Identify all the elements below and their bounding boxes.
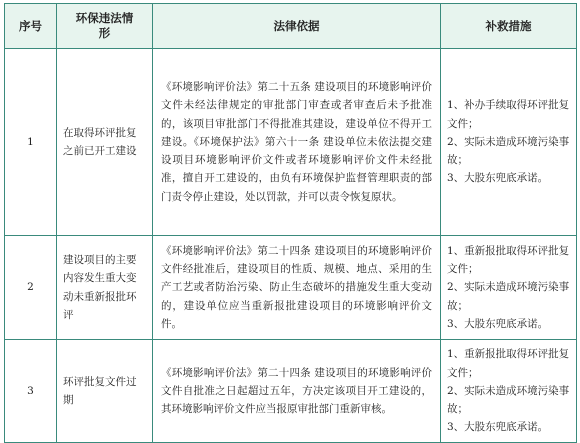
remedy-item: 3、大股东兜底承诺。 xyxy=(447,172,549,185)
remedy-item: 3、大股东兜底承诺。 xyxy=(447,421,549,434)
header-remedy: 补救措施 xyxy=(441,4,577,49)
table-header-row xyxy=(5,4,577,49)
header-index: 序号 xyxy=(5,4,57,49)
row-remedies xyxy=(441,340,577,443)
row-legal-basis: 《环境影响评价法》第二十四条 建设项目的环境影响评价文件自批准之日起超过五年，方决定该项目开工建设的，其环境影响评价文件应当报原审批部门重新审核。 xyxy=(153,340,441,443)
remedy-item: 2、实际未造成环境污染事故； xyxy=(447,384,570,416)
row-violation: 在取得环评批复之前已开工建设 xyxy=(57,49,153,236)
remedy-item: 1、补办手续取得环评批复文件； xyxy=(447,99,570,130)
row-legal-basis: 《环境影响评价法》第二十四条 建设项目的环境影响评价文件经批准后，建设项目的性质、规模、地点、采用的生产工艺或者防治污染、防止生态破坏的措施发生重大变动的，建设单位应当重新报批建设项目的环境影响评价文件。 xyxy=(153,236,441,340)
remedy-item: 1、重新报批取得环评批复文件； xyxy=(447,244,570,276)
table-row xyxy=(5,236,577,340)
row-violation: 环评批复文件过期 xyxy=(57,340,153,443)
row-legal-basis: 《环境影响评价法》第二十五条 建设项目的环境影响评价文件未经法律规定的审批部门审查或者审查后未予批准的，该项目审批部门不得批准其建设，建设单位不得开工建设。《环境保护法》第六十一条 建设单位未依法提交建设项目环境影响评价文件或者环境影响评价文件未经批准，擅自开工建设的，由负有环境保护监督管理职责的部门责令停止建设，处以罚款，并可以责令恢复原状。 xyxy=(153,49,441,236)
header-violation: 环保违法情形 xyxy=(57,4,153,49)
table-row xyxy=(5,340,577,443)
row-remedies xyxy=(441,236,577,340)
remedy-item: 2、实际未造成环境污染事故； xyxy=(447,135,570,167)
table-row xyxy=(5,49,577,236)
row-index: 2 xyxy=(5,236,57,340)
remedy-item: 2、实际未造成环境污染事故； xyxy=(447,281,570,312)
row-violation: 建设项目的主要内容发生重大变动未重新报批环评 xyxy=(57,236,153,340)
row-index: 3 xyxy=(5,340,57,443)
remedy-item: 3、大股东兜底承诺。 xyxy=(447,317,549,330)
row-remedies xyxy=(441,49,577,236)
remedy-item: 1、重新报批取得环评批复文件； xyxy=(447,348,570,379)
header-legal-basis: 法律依据 xyxy=(153,4,441,49)
violations-table xyxy=(4,3,577,443)
row-index: 1 xyxy=(5,49,57,236)
